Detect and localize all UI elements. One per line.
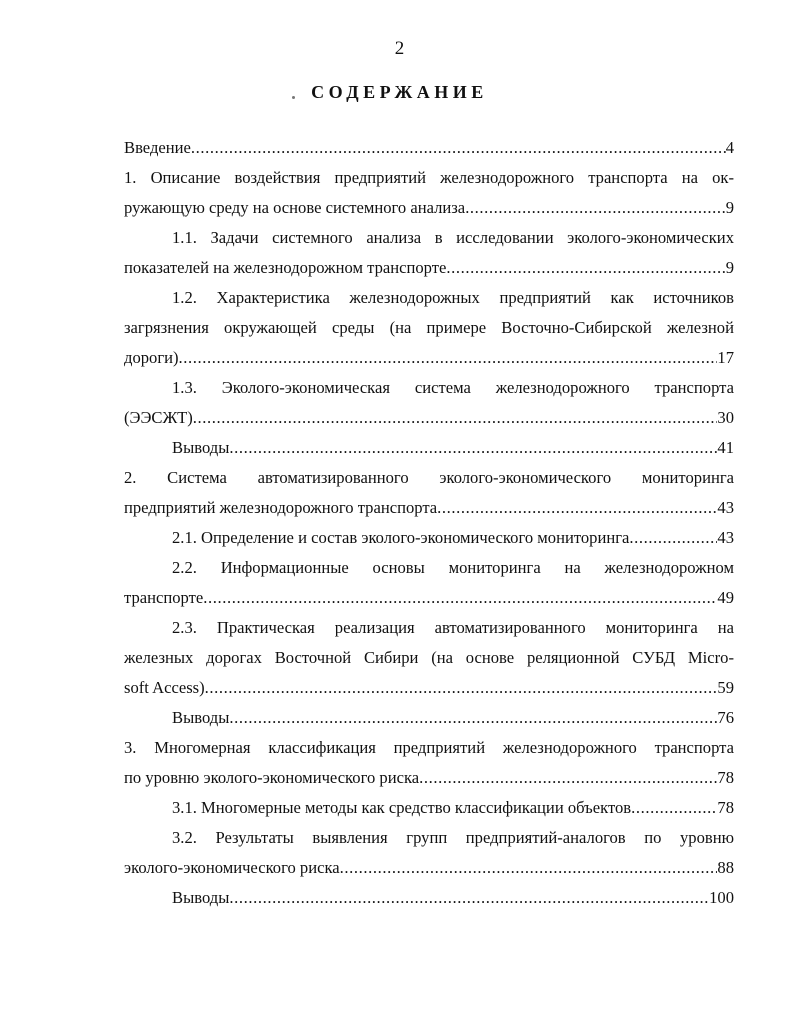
dot-leader — [419, 763, 717, 793]
toc-page-number: 30 — [717, 408, 734, 427]
dot-leader — [229, 883, 709, 913]
toc-page-number: 9 — [725, 258, 734, 277]
toc-page-number: 100 — [709, 888, 734, 907]
toc-entry-line: железных дорогах Восточной Сибири (на основе реляционной СУБД Micro- — [124, 648, 734, 667]
toc-entry-line: 1.3. Эколого-экономическая система железнодорожного транспорта — [172, 378, 734, 397]
toc-page-number: 43 — [717, 498, 734, 517]
toc-entry-title: (ЭЭСЖТ) — [124, 408, 193, 427]
dot-leader — [179, 343, 718, 373]
toc-page-number: 88 — [717, 858, 734, 877]
toc-entry[interactable] — [124, 703, 734, 733]
toc-page-number: 41 — [717, 438, 734, 457]
toc-entry[interactable] — [124, 433, 734, 463]
toc-entry[interactable] — [124, 493, 734, 523]
toc-page-number: 17 — [717, 348, 734, 367]
toc-entry-title: предприятий железнодорожного транспорта — [124, 498, 438, 517]
toc-entry-title: ружающую среду на основе системного анализа — [124, 198, 466, 217]
toc-entry[interactable] — [124, 763, 734, 793]
toc-entry[interactable] — [124, 193, 734, 223]
toc-page-number: 78 — [717, 768, 734, 787]
dot-leader — [437, 493, 717, 523]
toc-entry-line: загрязнения окружающей среды (на примере Восточно-Сибирской железной — [124, 318, 734, 337]
toc-page-number: 76 — [717, 708, 734, 727]
toc-entry-title: Введение — [124, 138, 191, 157]
table-of-contents — [124, 133, 734, 913]
toc-entry[interactable] — [124, 583, 734, 613]
toc-entry[interactable] — [124, 673, 734, 703]
toc-entry-title: дороги) — [124, 348, 179, 367]
dot-leader — [446, 253, 725, 283]
toc-entry-title: 3.1. Многомерные методы как средство классификации объектов — [172, 798, 632, 817]
toc-entry-title: 2.1. Определение и состав эколого-экономического мониторинга — [172, 528, 630, 547]
toc-entry[interactable] — [124, 883, 734, 913]
toc-page-number: 49 — [717, 588, 734, 607]
dot-leader — [229, 703, 717, 733]
toc-page-number: 9 — [725, 198, 734, 217]
toc-entry-title: эколого-экономического риска — [124, 858, 340, 877]
toc-title: СОДЕРЖАНИЕ — [311, 82, 488, 102]
toc-entry-line: 2.2. Информационные основы мониторинга на железнодорожном — [172, 558, 734, 577]
dot-leader — [191, 133, 726, 163]
dot-leader — [203, 583, 717, 613]
toc-entry-title: транспорте — [124, 588, 204, 607]
dot-leader — [340, 853, 718, 883]
toc-entry-line: 3. Многомерная классификация предприятий железнодорожного транспорта — [124, 738, 734, 757]
dot-leader — [465, 193, 726, 223]
toc-entry[interactable] — [124, 343, 734, 373]
scan-speck — [292, 96, 295, 99]
dot-leader — [205, 673, 718, 703]
toc-entry-line: 2.3. Практическая реализация автоматизированного мониторинга на — [172, 618, 734, 637]
toc-entry-title: soft Access) — [124, 678, 205, 697]
toc-page-number: 78 — [717, 798, 734, 817]
dot-leader — [629, 523, 717, 553]
toc-entry-line: 1.2. Характеристика железнодорожных предприятий как источников — [172, 288, 734, 307]
toc-entry[interactable] — [124, 253, 734, 283]
dot-leader — [229, 433, 717, 463]
toc-page-number: 59 — [717, 678, 734, 697]
toc-entry-title: Выводы — [172, 708, 230, 727]
toc-page-number: 4 — [725, 138, 734, 157]
toc-entry-line: 2. Система автоматизированного эколого-экономического мониторинга — [124, 468, 734, 487]
toc-entry-title: показателей на железнодорожном транспорте — [124, 258, 447, 277]
toc-entry[interactable] — [124, 403, 734, 433]
toc-entry-title: Выводы — [172, 888, 230, 907]
toc-entry-line: 3.2. Результаты выявления групп предприятий-аналогов по уровню — [172, 828, 734, 847]
toc-entry-line: 1.1. Задачи системного анализа в исследовании эколого-экономических — [172, 228, 734, 247]
dot-leader — [193, 403, 718, 433]
toc-entry[interactable] — [124, 523, 734, 553]
toc-entry-title: Выводы — [172, 438, 230, 457]
toc-entry-title: по уровню эколого-экономического риска — [124, 768, 420, 787]
toc-entry[interactable] — [124, 133, 734, 163]
toc-entry[interactable] — [124, 853, 734, 883]
dot-leader — [631, 793, 717, 823]
page-number: 2 — [394, 38, 405, 59]
toc-entry-line: 1. Описание воздействия предприятий железнодорожного транспорта на ок- — [124, 168, 734, 187]
toc-entry[interactable] — [124, 793, 734, 823]
toc-page-number: 43 — [717, 528, 734, 547]
